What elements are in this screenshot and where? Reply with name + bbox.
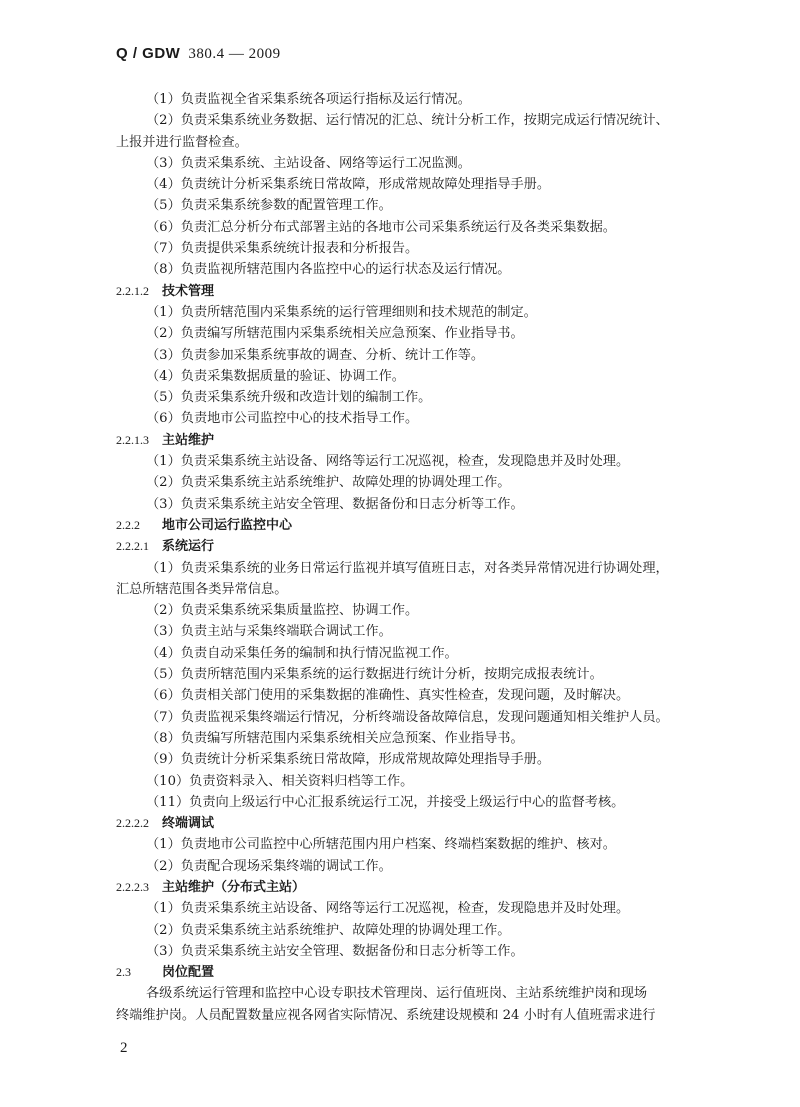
section-number: 2.2.2 (116, 517, 140, 532)
list-item: （6）负责汇总分析分布式部署主站的各地市公司采集系统运行及各类采集数据。 (146, 219, 616, 235)
list-item: （3）负责采集系统、主站设备、网络等运行工况监测。 (146, 155, 471, 171)
list-item: （9）负责统计分析采集系统日常故障，形成常规故障处理指导手册。 (146, 752, 551, 768)
list-item: （5）负责采集系统参数的配置管理工作。 (146, 198, 392, 214)
list-item: （1）负责采集系统主站设备、网络等运行工况巡视，检查，发现隐患并及时处理。 (146, 901, 630, 917)
section-number: 2.2.2.3 (116, 879, 149, 894)
section-title: 岗位配置 (162, 965, 215, 981)
section-title: 技术管理 (162, 283, 215, 299)
section-heading (116, 813, 696, 834)
list-item: （5）负责采集系统升级和改造计划的编制工作。 (146, 390, 432, 406)
list-item: （2）负责采集系统主站系统维护、故障处理的协调处理工作。 (146, 922, 511, 938)
list-item: （2）负责采集系统主站系统维护、故障处理的协调处理工作。 (146, 475, 511, 491)
section-number: 2.2.1.3 (116, 432, 149, 447)
list-item: （2）负责配合现场采集终端的调试工作。 (146, 858, 392, 874)
list-item: （7）负责监视采集终端运行情况，分析终端设备故障信息，发现问题通知相关维护人员。 (146, 709, 669, 725)
page-number: 2 (120, 1040, 128, 1056)
section-heading (116, 430, 696, 451)
list-item: （1）负责采集系统主站设备、网络等运行工况巡视，检查，发现隐患并及时处理。 (146, 454, 630, 470)
document-body (116, 89, 696, 1026)
list-item: （1）负责监视全省采集系统各项运行指标及运行情况。 (146, 92, 471, 107)
list-item: （4）负责采集数据质量的验证、协调工作。 (146, 368, 405, 384)
list-item: （6）负责地市公司监控中心的技术指导工作。 (146, 411, 419, 427)
section-number: 2.3 (116, 965, 131, 980)
list-item: （2）负责采集系统采集质量监控、协调工作。 (146, 603, 419, 619)
list-item: （3）负责采集系统主站安全管理、数据备份和日志分析等工作。 (146, 496, 524, 512)
section-title: 终端调试 (162, 816, 215, 832)
list-item: （3）负责参加采集系统事故的调查、分析、统计工作等。 (146, 347, 485, 363)
section-heading (116, 877, 696, 898)
list-item: （3）负责采集系统主站安全管理、数据备份和日志分析等工作。 (146, 943, 524, 959)
list-item: （1）负责地市公司监控中心所辖范围内用户档案、终端档案数据的维护、核对。 (146, 837, 616, 853)
list-item: （6）负责相关部门使用的采集数据的准确性、真实性检查，发现问题，及时解决。 (146, 688, 630, 704)
section-title: 地市公司运行监控中心 (162, 517, 293, 533)
list-item: （4）负责统计分析采集系统日常故障，形成常规故障处理指导手册。 (146, 177, 551, 193)
section-number: 2.2.1.2 (116, 283, 149, 298)
list-item: （5）负责所辖范围内采集系统的运行数据进行统计分析，按期完成报表统计。 (146, 667, 603, 683)
list-item: （2）负责编写所辖范围内采集系统相关应急预案、作业指导书。 (146, 326, 524, 342)
list-item: （4）负责自动采集任务的编制和执行情况监视工作。 (146, 645, 458, 661)
section-title: 系统运行 (162, 539, 215, 555)
list-item: （1）负责所辖范围内采集系统的运行管理细则和技术规范的制定。 (146, 304, 537, 320)
continuation-line: 上报并进行监督检查。 (116, 134, 248, 150)
standard-number: 380.4 — 2009 (188, 46, 281, 62)
list-item: （10）负责资料录入、相关资料归档等工作。 (146, 773, 414, 789)
section-number: 2.2.2.2 (116, 816, 149, 831)
section-number: 2.2.2.1 (116, 539, 149, 554)
paragraph-line: 各级系统运行管理和监控中心设专职技术管理岗、运行值班岗、主站系统维护岗和现场 (146, 986, 648, 1002)
list-item: （8）负责编写所辖范围内采集系统相关应急预案、作业指导书。 (146, 730, 524, 746)
list-item: （11）负责向上级运行中心汇报系统运行工况，并接受上级运行中心的监督考核。 (146, 794, 625, 810)
continuation-line: 汇总所辖范围各类异常信息。 (116, 581, 288, 597)
list-item: （7）负责提供采集系统统计报表和分析报告。 (146, 241, 419, 257)
list-item: （1）负责采集系统的业务日常运行监视并填写值班日志，对各类异常情况进行协调处理， (146, 560, 669, 576)
list-item: （8）负责监视所辖范围内各监控中心的运行状态及运行情况。 (146, 262, 511, 278)
section-heading (116, 515, 696, 536)
page-header (116, 44, 281, 63)
section-title: 主站维护 (162, 432, 215, 448)
continuation-line: 终端维护岗。人员配置数量应视各网省实际情况、系统建设规模和 24 小时有人值班需求进行 (116, 1007, 656, 1023)
section-heading (116, 281, 696, 302)
list-item: （3）负责主站与采集终端联合调试工作。 (146, 624, 392, 640)
standard-code: Q / GDW (116, 45, 181, 62)
section-heading (116, 962, 696, 983)
list-item: （2）负责采集系统业务数据、运行情况的汇总、统计分析工作，按期完成运行情况统计、 (146, 113, 669, 129)
section-title: 主站维护（分布式主站） (162, 879, 306, 895)
section-heading (116, 536, 696, 557)
